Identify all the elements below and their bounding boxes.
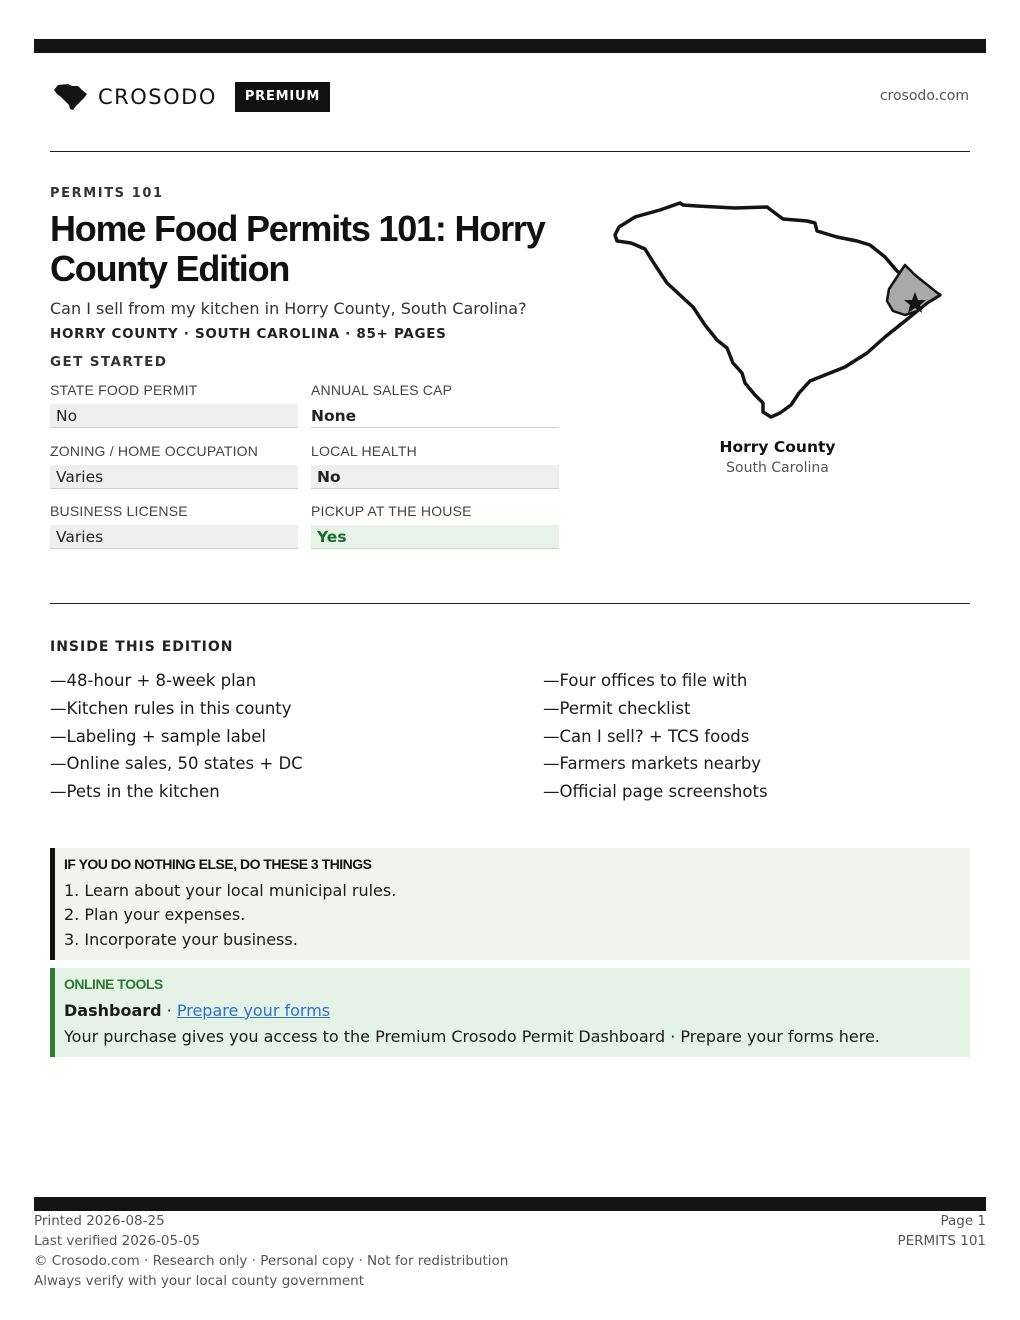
toc-item: —Farmers markets nearby [543, 754, 762, 774]
toc-right-column [543, 667, 983, 806]
field-value: Varies [50, 525, 298, 549]
field-label: ANNUAL SALES CAP [311, 382, 453, 398]
field-business-license [50, 503, 298, 549]
site-url[interactable]: crosodo.com [879, 88, 969, 104]
field-label: ZONING / HOME OCCUPATION [50, 443, 259, 459]
toc-item: —Kitchen rules in this county [50, 698, 292, 718]
toc-item: —Official page screenshots [543, 782, 768, 802]
field-zoning [50, 443, 298, 489]
field-label: PICKUP AT THE HOUSE [311, 503, 472, 519]
must-do-callout [50, 848, 970, 960]
toc-item: —Online sales, 50 states + DC [50, 754, 303, 774]
toc-left-column [50, 667, 490, 806]
toc-item: —Labeling + sample label [50, 726, 266, 746]
field-value: No [50, 404, 298, 428]
map-county-label: Horry County [719, 438, 836, 456]
page-subtitle: Can I sell from my kitchen in Horry County, South Carolina? [50, 299, 527, 318]
field-value: None [311, 404, 559, 428]
must-do-item: 2. Plan your expenses. [64, 905, 246, 924]
field-label: LOCAL HEALTH [311, 443, 417, 459]
field-state-food-permit [50, 382, 298, 428]
field-label: BUSINESS LICENSE [50, 503, 188, 519]
field-pickup [311, 503, 559, 549]
must-do-item: 3. Incorporate your business. [64, 930, 298, 949]
field-local-health [311, 443, 559, 489]
online-tools-callout [50, 968, 970, 1057]
field-value: Yes [311, 525, 559, 549]
map-state-label: South Carolina [726, 460, 829, 476]
toc-item: —Four offices to file with [543, 671, 748, 690]
must-do-item: 1. Learn about your local municipal rules. [64, 881, 397, 900]
inside-heading: INSIDE THIS EDITION [50, 639, 234, 655]
dashboard-label: Dashboard [64, 1001, 162, 1020]
premium-badge: PREMIUM [235, 82, 330, 112]
dashboard-line [64, 1001, 330, 1020]
copyright-note: © Crosodo.com · Research only · Personal copy · Not for redistribution [34, 1253, 509, 1269]
toc-item: —48-hour + 8-week plan [50, 671, 257, 690]
callout-title: ONLINE TOOLS [64, 976, 163, 992]
prepare-forms-link[interactable]: Prepare your forms [176, 1001, 331, 1020]
edition-meta: HORRY COUNTY · SOUTH CAROLINA · 85+ PAGES [50, 326, 447, 342]
callout-title: IF YOU DO NOTHING ELSE, DO THESE 3 THINGS [64, 856, 372, 872]
separator: · [166, 1001, 172, 1020]
field-value: Varies [50, 465, 298, 489]
page-number: Page 1 [940, 1213, 986, 1229]
toc-item: —Can I sell? + TCS foods [543, 726, 750, 746]
field-label: STATE FOOD PERMIT [50, 382, 198, 398]
get-started-heading: GET STARTED [50, 354, 168, 370]
printed-date: Printed 2026-08-25 [34, 1213, 165, 1229]
verify-advice: Always verify with your local county government [34, 1273, 364, 1289]
brand-name: CROSODO [98, 85, 217, 109]
header-divider [50, 151, 970, 152]
page-title: Home Food Permits 101: Horry County Edition [50, 208, 545, 289]
toc-item: —Permit checklist [543, 698, 691, 718]
footer-left [34, 1211, 508, 1291]
state-map [605, 195, 950, 425]
south-carolina-state-icon [52, 82, 90, 112]
verified-date: Last verified 2026-05-05 [34, 1233, 201, 1249]
section-divider [50, 603, 970, 604]
field-annual-sales-cap [311, 382, 559, 428]
field-value: No [311, 465, 559, 489]
footer-right [897, 1211, 986, 1251]
brand [52, 81, 330, 113]
dashboard-description: Your purchase gives you access to the Premium Crosodo Permit Dashboard · Prepare your forms here. [64, 1027, 880, 1046]
footer-section: PERMITS 101 [897, 1233, 986, 1249]
top-bar [34, 39, 986, 53]
toc-item: —Pets in the kitchen [50, 782, 220, 802]
section-kicker: PERMITS 101 [50, 186, 164, 201]
bottom-bar [34, 1197, 986, 1211]
